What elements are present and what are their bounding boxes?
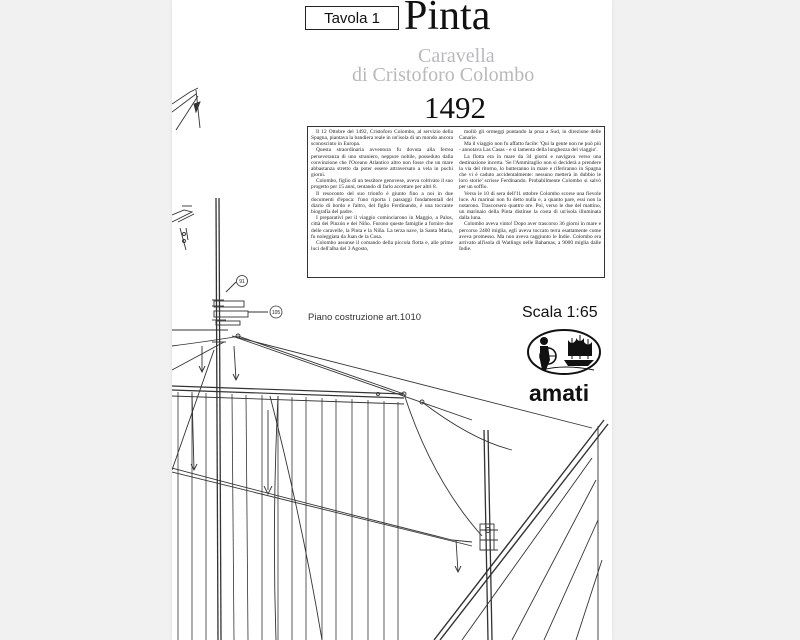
history-paragraph: mollò gli ormeggi puntando la prua a Sud, in direzione delle Canarie. xyxy=(459,129,601,142)
history-paragraph: Colombo aveva vinto! Dopo aver trascorso 36 giorni in mare e percorso 2400 miglia, egli aveva toccato terra esattamente come aveva promesso. Ma non aveva raggiunto le Indie. Colombo era arrivato all'isola di Watlings nelle Bahamas, a 9000 miglia dalle Indie. xyxy=(459,221,601,252)
stern-detail-drawing xyxy=(172,88,200,250)
history-paragraph: Questa straordinaria avventura fu dovuta alla ferrea perseveranza di uno straniero, neppure nobile, posseduto dalla convinzione che l'Oceano Atlantico altro non fosse che un mare abbastanza stretto da poter essere attraversato a vela in pochi giorni. xyxy=(311,147,453,179)
history-paragraph: La flotta era in mare da 34 giorni e navigava verso una destinazione incerta. 'Se l'Ammiraglio non si deciderà a prendere la via del ritorno, lo butteranno in mare e riferiranno in Spagna che vi è caduto accidentalmente: nessuno metterà in dubbio le loro storie' scrisse Ferdinando. Probabilmente Colombo si salvò per un soffio. xyxy=(459,153,601,191)
history-paragraph: I preparativi per il viaggio cominciarono in Maggio, a Palos, città dei Pinzón e dei Niño. Furono queste famiglie a fornire due delle caravelle, la Pinta e la Niña. La terza nave, la Santa Maria, fu noleggiata da Juan de la Cosa. xyxy=(311,215,453,240)
callout-b xyxy=(270,306,282,318)
callout-a xyxy=(237,276,248,287)
yard-blocks xyxy=(236,334,491,533)
history-paragraph: Ma il viaggio non fu affatto facile: 'Qui la gente non ne può più - annotava Las Casas - e si lamenta della lunghezza del viaggio'. xyxy=(459,141,601,154)
history-text-box xyxy=(307,126,605,278)
mizzen-mast xyxy=(480,430,498,640)
main-mast xyxy=(212,198,226,640)
main-yard xyxy=(172,386,404,404)
history-paragraph: Colombo, figlio di un tessitore genovese, aveva coltivato il suo progetto per 15 anni, tentando di farlo accettare per altri 8. xyxy=(311,178,453,191)
history-paragraph: Il 12 Ottobre del 1492, Cristoforo Colombo, al servizio della Spagna, piantava la bandiera reale in un'isola di un mondo ancora sconosciuto in Europa. xyxy=(311,129,453,148)
buntlines xyxy=(191,346,461,640)
history-paragraph: Colombo assunse il comando della piccola flotta e, alle prime luci dell'alba del 3 Agosto, xyxy=(311,239,453,252)
history-paragraph: Verso le 10 di sera dell'11 ottobre Colombo scorse una fievole luce. Ai marinai non fu detto nulla e, a quanto pare, essi non la notarono. Trascorsero quattro ore. Poi, verso le due del mattino, un marinaio della Pinta distinse la costa di un'isola illuminata dalla luna. xyxy=(459,190,601,222)
plan-reference: Piano costruzione art.1010 xyxy=(308,312,422,323)
history-column-right xyxy=(459,129,601,275)
lateen-yard xyxy=(434,420,608,640)
history-paragraph: Il resoconto del suo trionfo è giunto fino a noi in due documenti d'epoca: l'uno riporta i passaggi fondamentali del diario di bordo e l'altro, del figlio Ferdinando, è una toccante biografia del padre. xyxy=(311,190,453,216)
masthead-fittings xyxy=(214,282,268,325)
brand-wordmark: amati xyxy=(529,380,590,406)
callout-b-label: 105 xyxy=(271,309,281,316)
history-column-left xyxy=(311,129,453,275)
callout-a-label: 91 xyxy=(239,278,245,285)
subtitle-line-1: Caravella xyxy=(418,45,495,67)
year: 1492 xyxy=(424,90,486,125)
scale-label: Scala 1:65 xyxy=(522,304,598,321)
plan-sheet xyxy=(172,0,612,640)
plate-number-box: Tavola 1 xyxy=(305,6,399,30)
sail-lines xyxy=(178,392,398,640)
ship-title: Pinta xyxy=(404,0,491,39)
subtitle-line-2: di Cristoforo Colombo xyxy=(352,64,535,86)
